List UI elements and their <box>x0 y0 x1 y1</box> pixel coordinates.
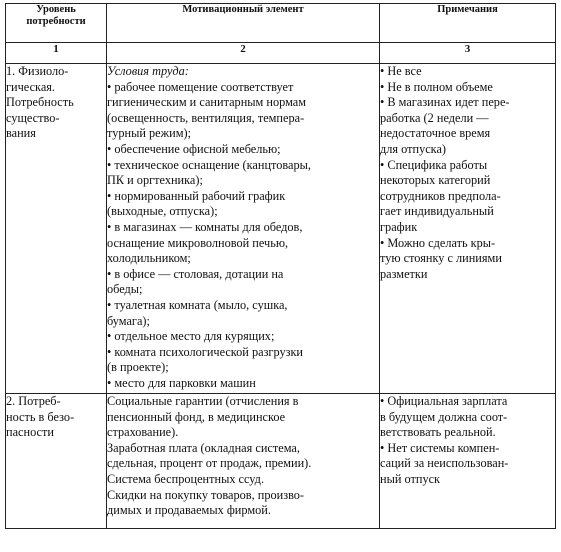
element-text-line: • в офисе — столовая, дотации на <box>107 266 284 281</box>
element-text-line: (в проекте); <box>107 360 169 375</box>
header-notes: Примечания <box>380 4 556 43</box>
element-text-line: • туалетная комната (мыло, сушка, <box>107 297 288 312</box>
column-number-1: 1 <box>6 43 107 64</box>
element-text-line: (выходные, отпуска); <box>107 204 218 219</box>
table-header-row <box>6 4 556 43</box>
note-text-line: • Официальная зарплата <box>380 394 508 408</box>
element-text-line: Скидки на покупку товаров, произво- <box>107 487 305 502</box>
note-text-line: • Не все <box>380 64 422 78</box>
level-cell <box>6 64 107 394</box>
column-number-3: 3 <box>380 43 556 64</box>
element-text-line: обеды; <box>107 282 143 297</box>
element-text-line: Социальные гарантии (отчисления в <box>107 394 299 408</box>
level-text-line: гическая. <box>6 79 56 94</box>
header-level-line-1: Уровень <box>36 4 76 15</box>
header-level <box>6 4 107 43</box>
element-cell <box>107 394 380 529</box>
section-heading: Условия труда: <box>107 64 189 78</box>
element-cell <box>107 64 380 394</box>
note-text-line: недостаточное время <box>380 126 491 141</box>
level-cell <box>6 394 107 529</box>
element-text-line: сдельная, процент от продаж, премии). <box>107 456 312 471</box>
note-text-line: • Можно сделать кры- <box>380 235 496 250</box>
element-text-line: ПК и оргтехника); <box>107 173 203 188</box>
note-text-line: разметки <box>380 266 428 281</box>
note-text-line: ветствовать реальной. <box>380 425 496 440</box>
element-text-line: • нормированный рабочий график <box>107 188 286 203</box>
element-text-line: гигиеническим и санитарным нормам <box>107 95 307 110</box>
level-text-line: пасности <box>6 425 54 440</box>
note-text-line: • В магазинах идет пере- <box>380 95 510 110</box>
note-text-line: для отпуска) <box>380 141 447 156</box>
level-text-line: ность в безо- <box>6 409 75 424</box>
element-text-line: • отдельное место для курящих; <box>107 329 275 344</box>
element-text-line: страхование). <box>107 425 179 440</box>
element-text-line: • обеспечение офисной мебелью; <box>107 141 281 156</box>
header-element: Мотивационный элемент <box>107 4 380 43</box>
column-number-row <box>6 43 556 64</box>
element-text-line: димых и продаваемых фирмой. <box>107 503 271 518</box>
element-text-line: турный режим); <box>107 126 191 141</box>
note-text-line: гает индивидуальный <box>380 204 494 219</box>
notes-cell <box>380 64 556 394</box>
level-text-line: существо- <box>6 110 60 125</box>
note-text-line: ный отпуск <box>380 471 441 486</box>
level-text-line: 2. Потреб- <box>6 394 61 408</box>
note-text-line: график <box>380 219 418 234</box>
table-row <box>6 394 556 529</box>
note-text-line: • Не в полном объеме <box>380 79 493 94</box>
header-level-line-2: потребности <box>26 16 86 27</box>
element-text-line: (освещенность, вентиляция, темпера- <box>107 110 305 125</box>
column-number-2: 2 <box>107 43 380 64</box>
note-text-line: • Нет системы компен- <box>380 440 500 455</box>
element-text-line: оснащение микроволновой печью, <box>107 235 289 250</box>
note-text-line: саций за неиспользован- <box>380 456 509 471</box>
element-text-line: холодильником; <box>107 251 191 266</box>
element-text-line: Заработная плата (окладная система, <box>107 440 300 455</box>
note-text-line: тую стоянку с линиями <box>380 251 502 266</box>
element-text-line: пенсионный фонд, в медицинское <box>107 409 286 424</box>
element-text-line: бумага); <box>107 313 150 328</box>
element-text-line: • в магазинах — комнаты для обедов, <box>107 219 303 234</box>
motivation-table <box>5 3 556 529</box>
note-text-line: некоторых категорий <box>380 173 491 188</box>
level-text-line: Потребность <box>6 95 74 110</box>
element-text-line: Система беспроцентных ссуд. <box>107 471 265 486</box>
note-text-line: • Специфика работы <box>380 157 488 172</box>
element-text-line: • техническое оснащение (канцтовары, <box>107 157 311 172</box>
level-text-line: вания <box>6 126 36 141</box>
note-text-line: работка (2 недели — <box>380 110 489 125</box>
level-text-line: 1. Физиоло- <box>6 64 69 78</box>
table-row <box>6 64 556 394</box>
notes-cell <box>380 394 556 529</box>
element-text-line: • комната психологической разгрузки <box>107 344 304 359</box>
note-text-line: в будущем должна соот- <box>380 409 508 424</box>
element-text-line: • место для парковки машин <box>107 375 256 390</box>
note-text-line: сотрудников предпола- <box>380 188 501 203</box>
element-text-line: • рабочее помещение соответствует <box>107 79 294 94</box>
